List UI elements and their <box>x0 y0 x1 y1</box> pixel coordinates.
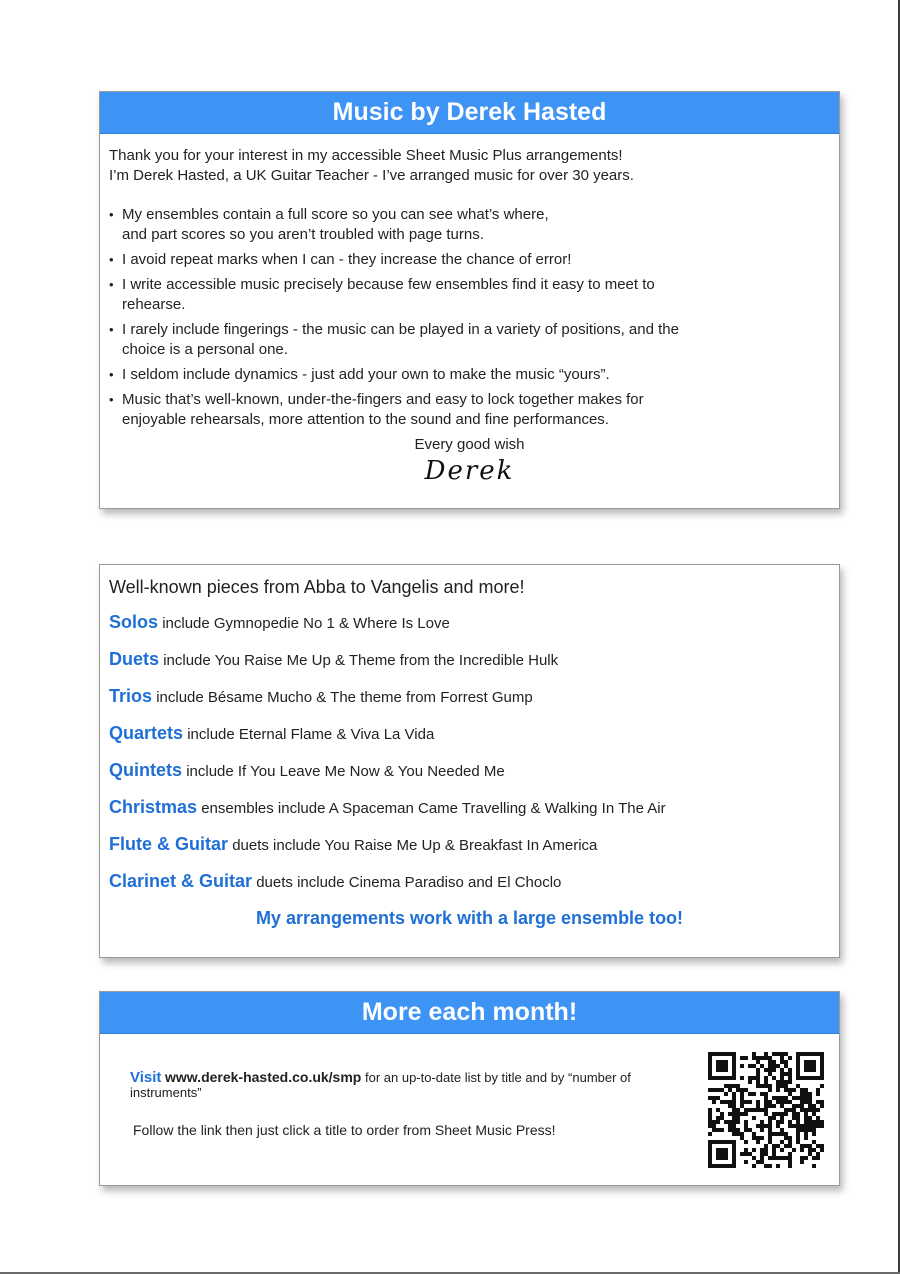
piece-text: duets include Cinema Paradiso and El Choclo <box>256 874 562 891</box>
follow-instructions: Follow the link then just click a title to order from Sheet Music Press! <box>133 1122 556 1138</box>
piece-row <box>109 829 830 866</box>
feature-item: • I write accessible music precisely because few ensembles find it easy to meet to rehearse. <box>109 276 655 313</box>
bullet-icon: • <box>109 322 114 337</box>
ensemble-note: My arrangements work with a large ensemble too! <box>255 908 684 928</box>
bullet-icon: • <box>109 252 114 267</box>
website-link[interactable]: www.derek-hasted.co.uk/smp <box>165 1069 362 1085</box>
more-title: More each month! <box>100 992 839 1034</box>
bullet-icon: • <box>109 277 114 292</box>
visit-line <box>130 1070 690 1100</box>
piece-text: include Gymnopedie No 1 & Where Is Love <box>162 615 450 632</box>
category-label: Quintets <box>109 760 183 780</box>
pieces-intro: Well-known pieces from Abba to Vangelis and more! <box>109 577 525 597</box>
signoff: Every good wish <box>414 436 525 453</box>
piece-row <box>109 607 830 644</box>
bullet-icon: • <box>109 367 114 382</box>
intro-paragraph-line: Thank you for your interest in my accessible Sheet Music Plus arrangements! <box>109 147 623 164</box>
piece-text: include If You Leave Me Now & You Needed Me <box>186 763 505 780</box>
piece-text: duets include You Raise Me Up & Breakfast In America <box>232 837 598 854</box>
piece-row <box>109 681 830 718</box>
signature: Derek <box>424 456 515 486</box>
category-label: Christmas <box>109 797 198 817</box>
bullet-icon: • <box>109 392 114 407</box>
qr-code-icon[interactable] <box>708 1052 824 1168</box>
category-label: Flute & Guitar <box>109 834 229 854</box>
pieces-card <box>99 564 840 958</box>
piece-text: include Bésame Mucho & The theme from Forrest Gump <box>156 689 533 706</box>
category-label: Solos <box>109 612 159 632</box>
category-label: Clarinet & Guitar <box>109 871 253 891</box>
intro-paragraph-line: I’m Derek Hasted, a UK Guitar Teacher - I’ve arranged music for over 30 years. <box>109 167 634 184</box>
intro-body <box>100 134 839 486</box>
bullet-icon: • <box>109 207 114 222</box>
piece-text: include Eternal Flame & Viva La Vida <box>187 726 435 743</box>
more-body <box>100 1034 839 1186</box>
category-label: Duets <box>109 649 160 669</box>
piece-row <box>109 755 830 792</box>
pieces-body <box>100 565 839 929</box>
intro-title: Music by Derek Hasted <box>100 92 839 134</box>
piece-row <box>109 718 830 755</box>
intro-card <box>99 91 840 509</box>
piece-row <box>109 792 830 829</box>
feature-item: • I seldom include dynamics - just add your own to make the music “yours”. <box>109 366 610 383</box>
category-label: Trios <box>109 686 153 706</box>
feature-item: • I rarely include fingerings - the music can be played in a variety of positions, and the choice is a personal one. <box>109 321 679 358</box>
feature-list <box>109 205 830 430</box>
piece-text: include You Raise Me Up & Theme from the Incredible Hulk <box>163 652 559 669</box>
more-card <box>99 991 840 1186</box>
visit-description: for an up-to-date list by title and by “number of instruments” <box>130 1070 631 1100</box>
feature-item: • Music that’s well-known, under-the-fingers and easy to lock together makes for enjoyable rehearsals, more attention to the sound and fine performances. <box>109 391 644 428</box>
piece-row <box>109 644 830 681</box>
piece-row <box>109 866 830 903</box>
category-label: Quartets <box>109 723 184 743</box>
feature-item: • My ensembles contain a full score so you can see what’s where, and part scores so you aren’t troubled with page turns. <box>109 206 549 243</box>
feature-item: • I avoid repeat marks when I can - they increase the chance of error! <box>109 251 572 268</box>
piece-text: ensembles include A Spaceman Came Travelling & Walking In The Air <box>201 800 666 817</box>
visit-label: Visit <box>130 1069 162 1086</box>
